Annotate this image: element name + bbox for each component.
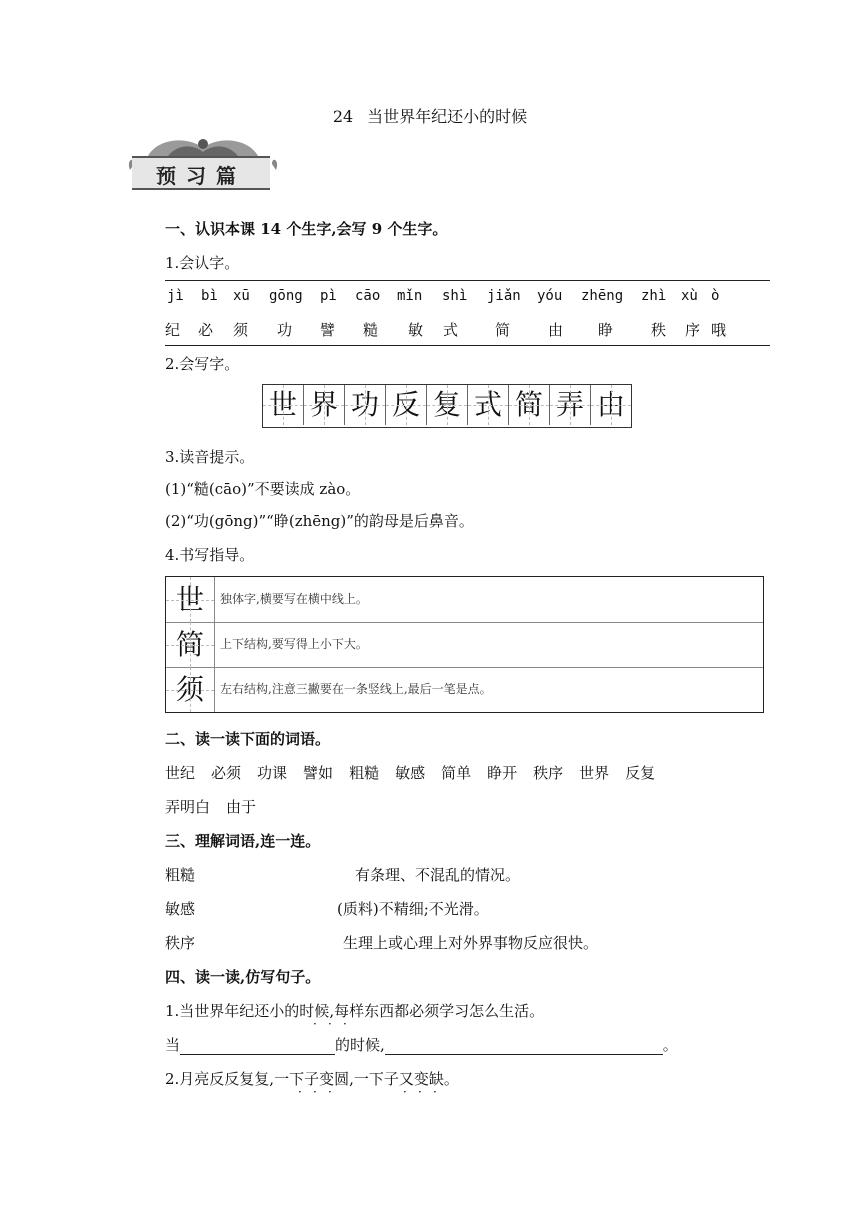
sub-heading-recognize: 1.会认字。 bbox=[165, 254, 240, 272]
word: 世界 bbox=[579, 764, 610, 782]
hanzi: 糙 bbox=[363, 321, 379, 339]
sub-heading-guide: 4.书写指导。 bbox=[165, 546, 255, 564]
pinyin: cāo bbox=[355, 288, 381, 304]
guide-row bbox=[166, 622, 763, 668]
sub-heading-pronunciation: 3.读音提示。 bbox=[165, 448, 255, 466]
word: 粗糙 bbox=[349, 764, 380, 782]
word-list-line2 bbox=[165, 796, 272, 817]
fill-suffix: 。 bbox=[662, 1036, 678, 1054]
word: 弄明白 bbox=[165, 798, 211, 816]
hanzi: 敏 bbox=[408, 321, 424, 339]
answer-blank[interactable] bbox=[385, 1036, 663, 1055]
match-right-definition: 生理上或心理上对外界事物反应很快。 bbox=[343, 934, 599, 952]
grid-char: 反 bbox=[386, 385, 427, 425]
hanzi: 睁 bbox=[598, 321, 614, 339]
guide-note: 独体字,横要写在横中线上。 bbox=[220, 592, 368, 606]
match-right-definition: (质料)不精细;不光滑。 bbox=[337, 900, 489, 918]
guide-note: 上下结构,要写得上小下大。 bbox=[220, 637, 368, 651]
banner-label: 预习篇 bbox=[156, 164, 246, 188]
guide-char: 世 bbox=[166, 577, 215, 622]
guide-char: 简 bbox=[166, 622, 215, 667]
match-right-definition: 有条理、不混乱的情况。 bbox=[355, 866, 521, 884]
example-sentence-2: 2.月亮反反复复,一下子变圆,一下子又变缺。 bbox=[165, 1070, 459, 1088]
word: 秩序 bbox=[533, 764, 564, 782]
example-sentence-1: 1.当世界年纪还小的时候,每样东西都必须学习怎么生活。 bbox=[165, 1002, 545, 1020]
word: 必须 bbox=[211, 764, 242, 782]
grid-char: 弄 bbox=[550, 385, 591, 425]
grid-char: 复 bbox=[427, 385, 468, 425]
word: 睁开 bbox=[487, 764, 518, 782]
grid-char: 式 bbox=[468, 385, 509, 425]
guide-note: 左右结构,注意三撇要在一条竖线上,最后一笔是点。 bbox=[220, 682, 492, 696]
grid-char: 简 bbox=[509, 385, 550, 425]
match-left-term: 敏感 bbox=[165, 900, 196, 918]
word: 功课 bbox=[257, 764, 288, 782]
word: 敏感 bbox=[395, 764, 426, 782]
hanzi: 必 bbox=[198, 321, 214, 339]
grid-char: 界 bbox=[304, 385, 345, 425]
pinyin: yóu bbox=[537, 288, 563, 304]
hanzi: 纪 bbox=[165, 321, 181, 339]
fill-sentence-1 bbox=[165, 1034, 678, 1055]
section4-heading: 四、读一读,仿写句子。 bbox=[165, 968, 321, 986]
hanzi: 序 bbox=[685, 321, 701, 339]
guide-row bbox=[166, 577, 763, 623]
fill-prefix: 当 bbox=[165, 1036, 181, 1054]
sub-heading-write: 2.会写字。 bbox=[165, 355, 240, 373]
word-list-line1 bbox=[165, 762, 671, 783]
hanzi: 秩 bbox=[651, 321, 667, 339]
pinyin: mǐn bbox=[397, 288, 423, 304]
hanzi: 譬 bbox=[320, 321, 336, 339]
guide-char: 须 bbox=[166, 667, 215, 712]
lesson-number: 24 bbox=[332, 107, 354, 126]
answer-blank[interactable] bbox=[180, 1036, 335, 1055]
section-banner bbox=[128, 134, 278, 196]
fill-middle: 的时候, bbox=[335, 1036, 385, 1054]
grid-char: 功 bbox=[345, 385, 386, 425]
hanzi: 简 bbox=[495, 321, 511, 339]
section2-heading: 二、读一读下面的词语。 bbox=[165, 730, 331, 748]
pinyin: zhì bbox=[641, 288, 667, 304]
word: 譬如 bbox=[303, 764, 334, 782]
word: 简单 bbox=[441, 764, 472, 782]
lesson-title: 当世界年纪还小的时候 bbox=[367, 107, 528, 126]
page-title bbox=[0, 104, 860, 127]
pronunciation-tip: (1)“糙(cāo)”不要读成 zào。 bbox=[165, 480, 361, 498]
hanzi: 由 bbox=[548, 321, 564, 339]
hanzi: 式 bbox=[443, 321, 459, 339]
section3-heading: 三、理解词语,连一连。 bbox=[165, 832, 321, 850]
pinyin: xù bbox=[681, 288, 698, 304]
word: 由于 bbox=[226, 798, 257, 816]
pinyin: pì bbox=[320, 288, 337, 304]
pinyin-table bbox=[165, 280, 770, 346]
pinyin: jiǎn bbox=[487, 288, 521, 304]
writing-guide-table bbox=[165, 576, 764, 713]
grid-char: 由 bbox=[591, 385, 631, 425]
pinyin: ò bbox=[711, 288, 720, 304]
pinyin: shì bbox=[442, 288, 468, 304]
section1-heading: 一、认识本课 14 个生字,会写 9 个生字。 bbox=[165, 220, 448, 238]
match-left-term: 粗糙 bbox=[165, 866, 196, 884]
pinyin: gōng bbox=[269, 288, 303, 304]
pinyin: zhēng bbox=[581, 288, 624, 304]
match-left-term: 秩序 bbox=[165, 934, 196, 952]
pinyin: jì bbox=[167, 288, 184, 304]
pinyin: xū bbox=[233, 288, 250, 304]
guide-row bbox=[166, 667, 763, 712]
grid-char: 世 bbox=[263, 385, 304, 425]
pinyin: bì bbox=[201, 288, 218, 304]
hanzi: 须 bbox=[233, 321, 249, 339]
word: 反复 bbox=[625, 764, 656, 782]
hanzi: 哦 bbox=[711, 321, 727, 339]
word: 世纪 bbox=[165, 764, 196, 782]
writing-grid bbox=[262, 384, 632, 428]
pronunciation-tip: (2)“功(gōng)”“睁(zhēng)”的韵母是后鼻音。 bbox=[165, 512, 474, 530]
hanzi: 功 bbox=[277, 321, 293, 339]
